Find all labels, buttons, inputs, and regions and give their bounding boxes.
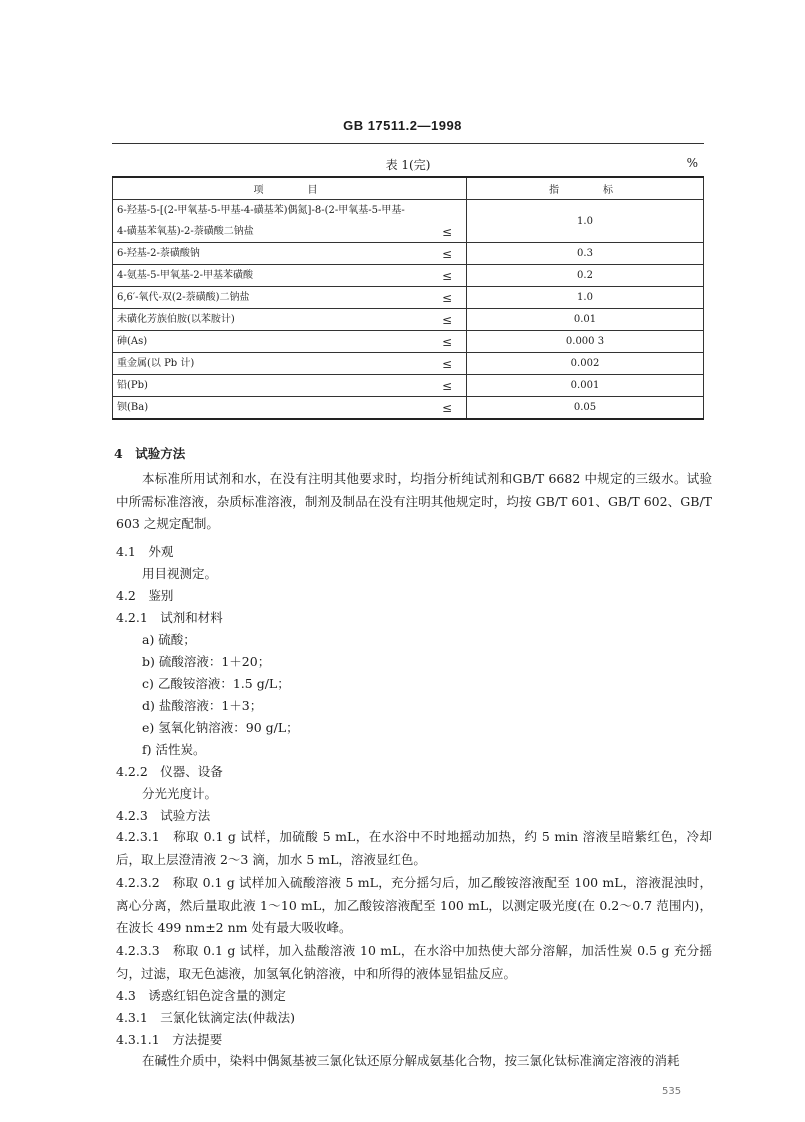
- table-row: [113, 331, 704, 353]
- row-item-line2: 4-磺基苯氧基)-2-萘磺酸二钠盐: [117, 226, 254, 237]
- row-value: 0.000 3: [467, 331, 704, 353]
- row-value: 1.0: [467, 287, 704, 309]
- table-row: [113, 265, 704, 287]
- row-value: 0.3: [467, 243, 704, 265]
- reagent-item: a) 硫酸；: [142, 632, 196, 647]
- section-4-3-1-heading: 4.3.1 三氯化钛滴定法(仲裁法): [116, 1010, 296, 1025]
- table-row: [113, 375, 704, 397]
- row-value: 0.2: [467, 265, 704, 287]
- section-4-3-heading: 4.3 诱惑红铝色淀含量的测定: [116, 988, 286, 1003]
- header-rule: [112, 143, 704, 144]
- section-4-2-2-text: 分光光度计。: [142, 786, 218, 801]
- row-symbol: ≤: [428, 309, 467, 331]
- table-row: [113, 243, 704, 265]
- row-symbol: ≤: [428, 375, 467, 397]
- paragraph-4-2-3-2: 4.2.3.2 称取 0.1 g 试样加入硫酸溶液 5 mL，充分摇匀后，加乙酸铵溶液配至 100 mL，溶液混浊时，离心分离，然后量取此液 1～10 mL，加乙酸铵溶液配至 100 mL，以测定吸光度(在 0.2～0.7 范围内)，在波长 499 nm±2 nm 处有最大吸收峰。: [116, 875, 713, 935]
- row-value: 0.002: [467, 353, 704, 375]
- table-unit: %: [686, 156, 698, 170]
- row-symbol: ≤: [428, 353, 467, 375]
- section-4-intro: 本标准所用试剂和水，在没有注明其他要求时，均指分析纯试剂和GB/T 6682 中规定的三级水。试验中所需标准溶液，杂质标准溶液，制剂及制品在没有注明其他规定时，均按 GB/T 601、GB/T 602、GB/T 603 之规定配制。: [116, 471, 712, 531]
- page-header: GB 17511.2—1998: [343, 118, 462, 133]
- row-item: [113, 200, 429, 243]
- reagent-item: b) 硫酸溶液：1＋20；: [142, 654, 271, 669]
- row-symbol: ≤: [428, 287, 467, 309]
- row-value: 1.0: [467, 200, 704, 243]
- table-caption: [112, 156, 704, 174]
- section-4-1-heading: 4.1 外观: [116, 544, 174, 559]
- reagent-item: d) 盐酸溶液：1＋3；: [142, 698, 263, 713]
- table-row: [113, 200, 704, 243]
- section-4-2-3-heading: 4.2.3 试验方法: [116, 808, 211, 823]
- table-header-row: [113, 177, 704, 200]
- row-item: 6,6′-氧代-双(2-萘磺酸)二钠盐: [113, 287, 429, 309]
- row-item: 6-羟基-2-萘磺酸钠: [113, 243, 429, 265]
- page-number: 535: [662, 1086, 682, 1097]
- row-symbol: ≤: [428, 265, 467, 287]
- reagent-item: e) 氢氧化钠溶液：90 g/L；: [142, 720, 299, 735]
- column-header-value: 指 标: [467, 177, 704, 200]
- paragraph-4-2-3-1: 4.2.3.1 称取 0.1 g 试样，加硫酸 5 mL，在水浴中不时地摇动加热，约 5 min 溶液呈暗紫红色，冷却后，取上层澄清液 2～3 滴，加水 5 mL，溶液显红色。: [116, 829, 712, 867]
- paragraph-4-3-1-1: 在碱性介质中，染料中偶氮基被三氯化钛还原分解成氨基化合物，按三氯化钛标准滴定溶液的消耗: [142, 1053, 680, 1068]
- table-row: [113, 287, 704, 309]
- row-value: 0.05: [467, 397, 704, 420]
- row-item: 钡(Ba): [113, 397, 429, 420]
- row-value: 0.01: [467, 309, 704, 331]
- column-header-item: 项 目: [113, 177, 467, 200]
- row-symbol: ≤: [428, 397, 467, 420]
- row-item: 4-氨基-5-甲氧基-2-甲基苯磺酸: [113, 265, 429, 287]
- paragraph-4-2-3-3: 4.2.3.3 称取 0.1 g 试样，加入盐酸溶液 10 mL，在水浴中加热使大部分溶解，加活性炭 0.5 g 充分摇匀，过滤，取无色滤液，加氢氧化钠溶液，中和所得的液体显铝盐反应。: [116, 943, 712, 981]
- row-symbol: ≤: [428, 200, 467, 243]
- table-row: [113, 397, 704, 420]
- reagent-item: c) 乙酸铵溶液：1.5 g/L；: [142, 676, 290, 691]
- table-row: [113, 309, 704, 331]
- row-item: 未磺化芳族伯胺(以苯胺计): [113, 309, 429, 331]
- row-item-line1: 6-羟基-5-[(2-甲氧基-5-甲基-4-磺基苯)偶氮]-8-(2-甲氧基-5-甲基-: [117, 205, 405, 216]
- section-4-2-2-heading: 4.2.2 仪器、设备: [116, 764, 223, 779]
- section-4-2-heading: 4.2 鉴别: [116, 588, 174, 603]
- row-item: 砷(As): [113, 331, 429, 353]
- section-4-3-1-1-heading: 4.3.1.1 方法提要: [116, 1032, 223, 1047]
- row-item: 铅(Pb): [113, 375, 429, 397]
- section-4-heading: 4 试验方法: [114, 446, 186, 461]
- section-4-2-1-heading: 4.2.1 试剂和材料: [116, 610, 223, 625]
- table-row: [113, 353, 704, 375]
- reagent-item: f) 活性炭。: [142, 742, 206, 757]
- requirements-table: [112, 176, 704, 420]
- row-symbol: ≤: [428, 243, 467, 265]
- row-symbol: ≤: [428, 331, 467, 353]
- row-value: 0.001: [467, 375, 704, 397]
- row-item: 重金属(以 Pb 计): [113, 353, 429, 375]
- table-title: 表 1(完): [385, 158, 431, 172]
- section-4-1-text: 用目视测定。: [142, 566, 218, 581]
